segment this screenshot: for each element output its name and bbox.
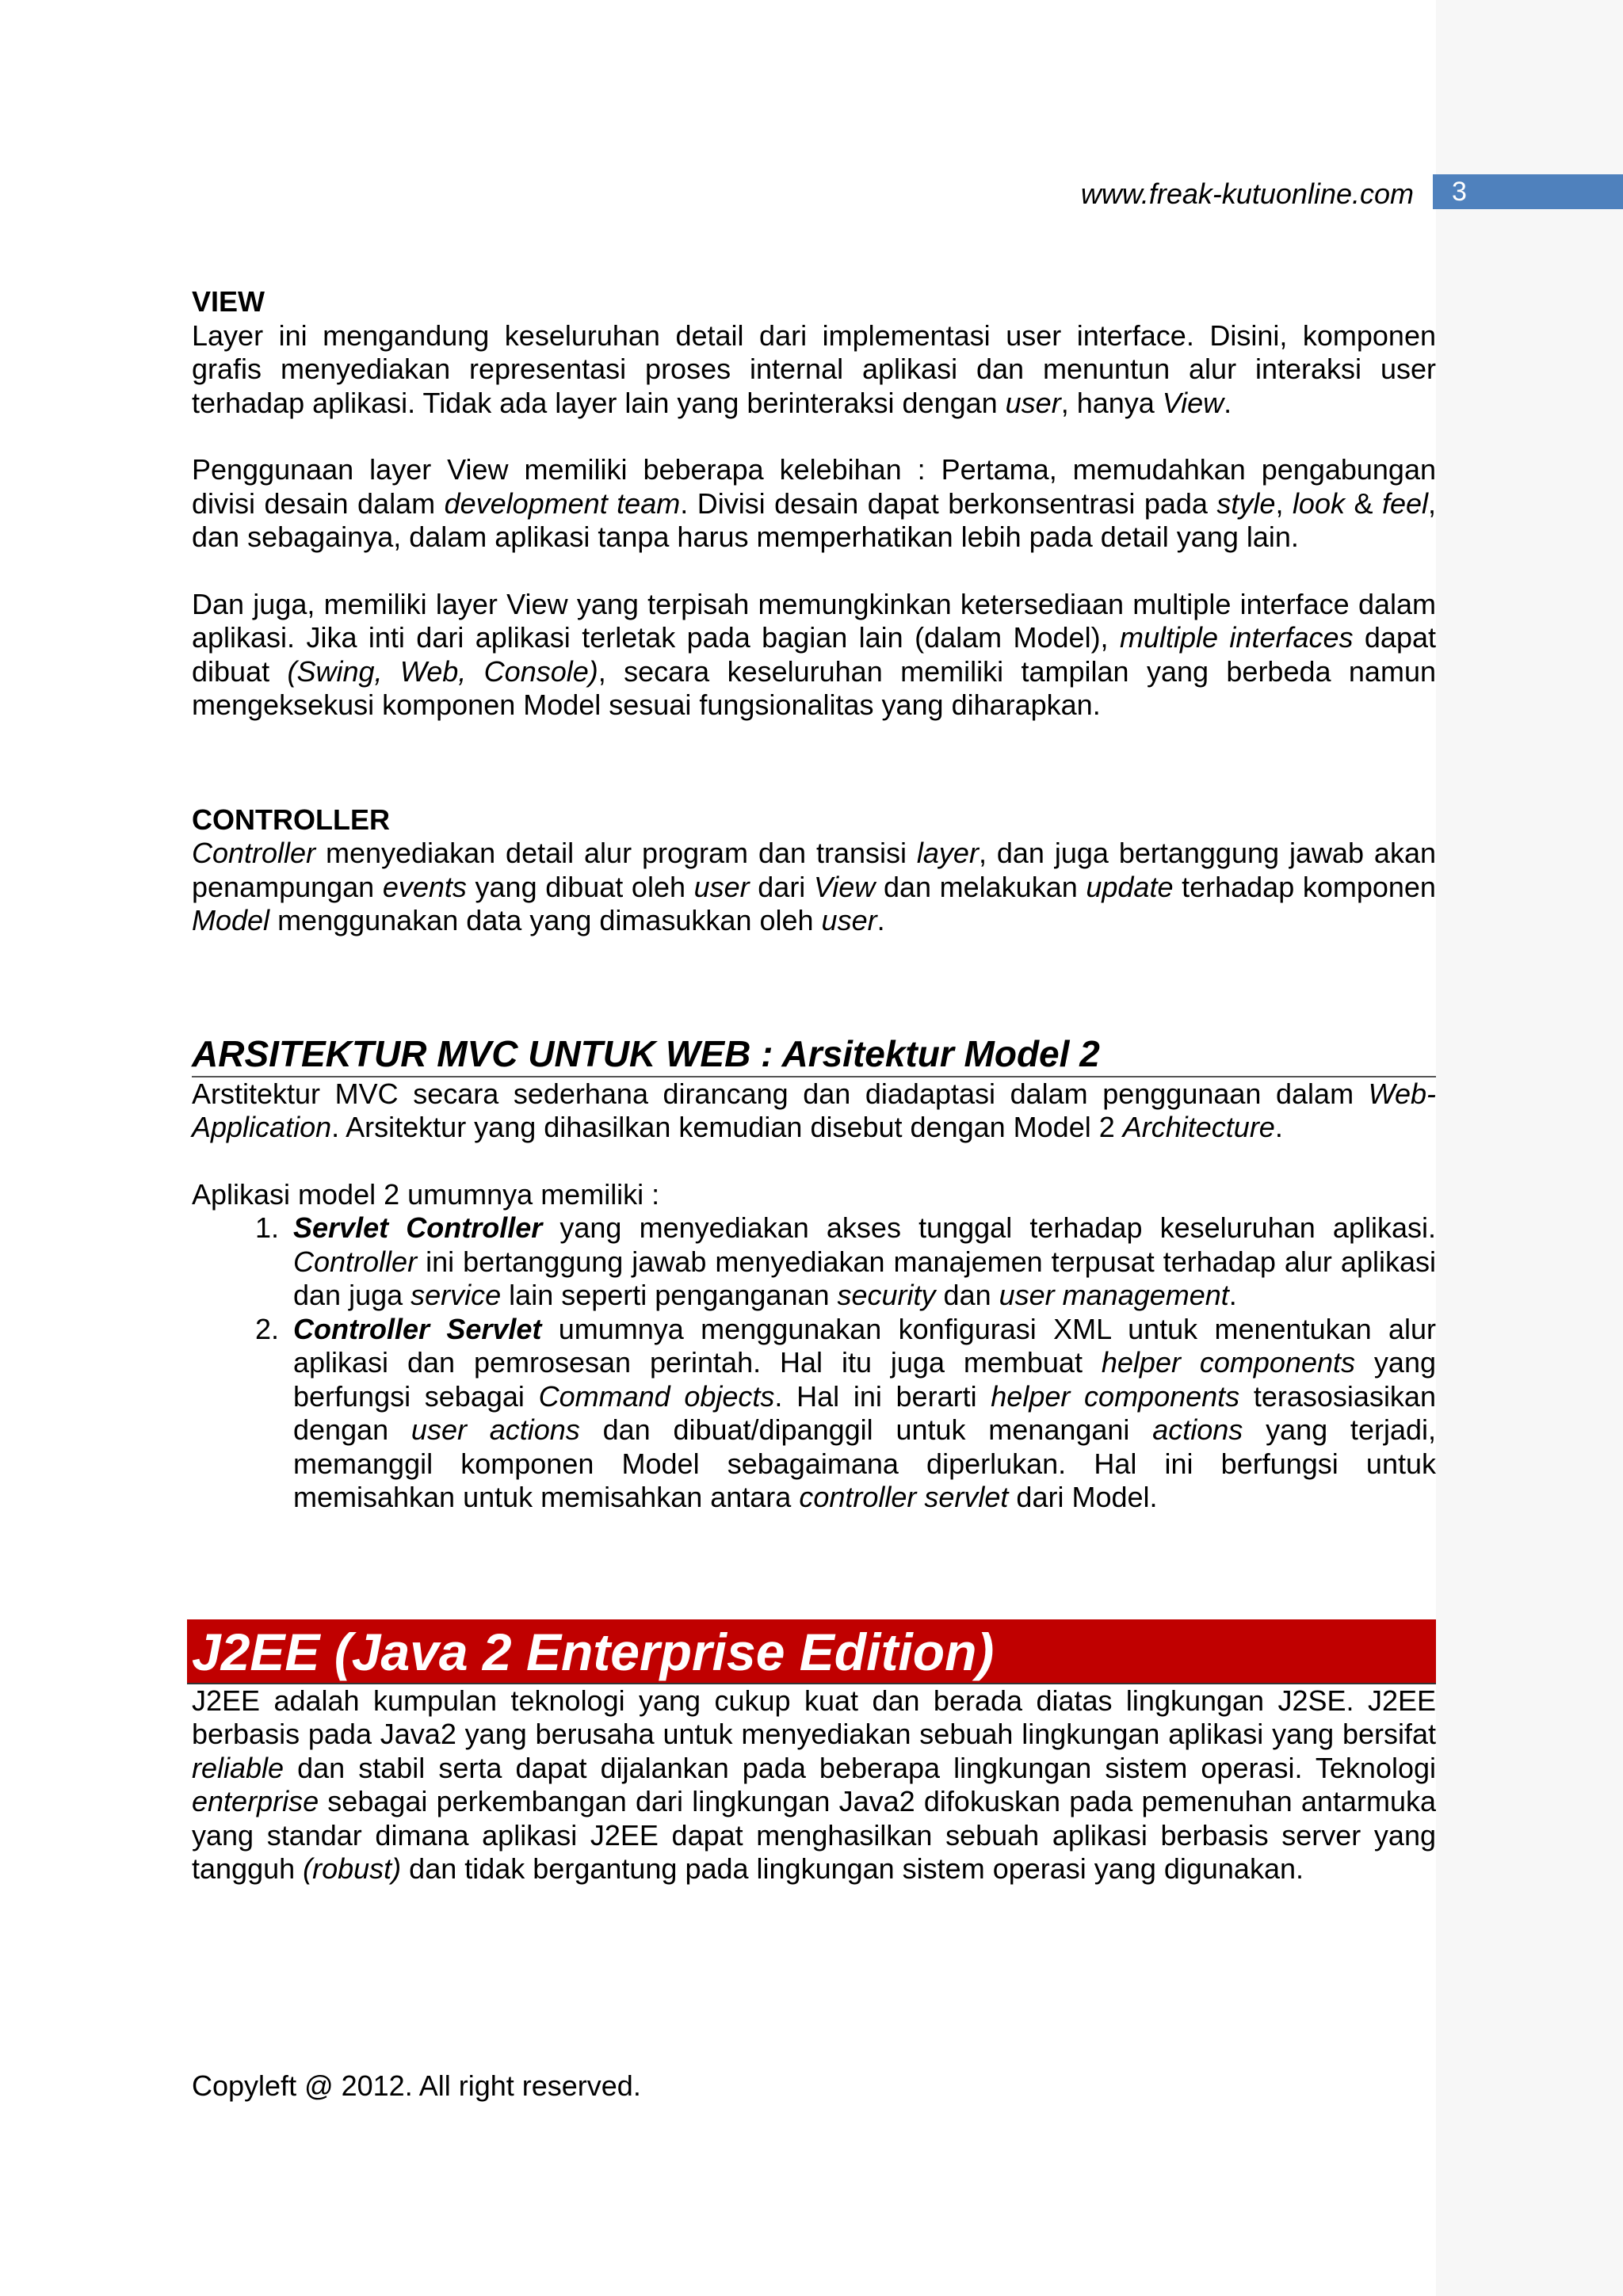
controller-heading: CONTROLLER	[192, 803, 390, 836]
header-url[interactable]: www.freak-kutuonline.com	[1080, 177, 1414, 210]
j2ee-paragraph: J2EE adalah kumpulan teknologi yang cukup kuat dan berada diatas lingkungan J2SE. J2EE berbasis pada Java2 yang berusaha untuk menyediakan sebuah lingkungan aplikasi yang bersifat reliable dan stabil serta dapat dijalankan pada beberapa lingkungan sistem operasi. Teknologi enterprise sebagai perkembangan dari lingkungan Java2 difokuskan pada pemenuhan antarmuka yang standar dimana aplikasi J2EE dapat menghasilkan sebuah aplikasi berbasis server yang tangguh (robust) dan tidak bergantung pada lingkungan sistem operasi yang digunakan.	[192, 1684, 1436, 1885]
page-number-badge	[1433, 174, 1623, 209]
view-paragraph-1: Layer ini mengandung keseluruhan detail dari implementasi user interface. Disini, komponen grafis menyediakan representasi proses internal aplikasi dan menuntun alur interaksi user terhadap aplikasi. Tidak ada layer lain yang berinteraksi dengan user, hanya View.	[192, 318, 1436, 419]
page-header	[0, 174, 1623, 209]
document-body	[192, 285, 1436, 1886]
j2ee-heading-bar: J2EE (Java 2 Enterprise Edition)	[187, 1619, 1436, 1684]
controller-paragraph: Controller menyediakan detail alur program dan transisi layer, dan juga bertanggung jawab akan penampungan events yang dibuat oleh user dari View dan melakukan update terhadap komponen Model menggunakan data yang dimasukkan oleh user.	[192, 837, 1436, 936]
page-margin-shade	[1436, 0, 1623, 2296]
list-item: 2. Controller Servlet umumnya menggunakan konfigurasi XML untuk menentukan alur aplikasi dan pemrosesan perintah. Hal itu juga membuat helper components yang berfungsi sebagai Command objects. Hal ini berarti helper components terasosiasikan dengan user actions dan dibuat/dipanggil untuk menangani actions yang terjadi, memanggil komponen Model sebagaimana diperlukan. Hal ini berfungsi untuk memisahkan untuk memisahkan antara controller servlet dari Model.	[287, 1313, 1436, 1515]
model2-list-intro: Aplikasi model 2 umumnya memiliki :	[192, 1177, 660, 1211]
view-paragraph-2: Penggunaan layer View memiliki beberapa kelebihan : Pertama, memudahkan pengabungan divisi desain dalam development team. Divisi desain dapat berkonsentrasi pada style, look & feel, dan sebagainya, dalam aplikasi tanpa harus memperhatikan lebih pada detail yang lain.	[192, 453, 1436, 553]
list-item: 1. Servlet Controller yang menyediakan akses tunggal terhadap keseluruhan aplikasi. Controller ini bertanggung jawab menyediakan manajemen terpusat terhadap alur aplikasi dan juga service lain seperti penganganan security dan user management.	[287, 1211, 1436, 1313]
view-heading: VIEW	[192, 285, 265, 318]
model2-list	[192, 1211, 1436, 1515]
arsitektur-heading: ARSITEKTUR MVC UNTUK WEB : Arsitektur Model 2	[192, 1033, 1436, 1077]
view-paragraph-3: Dan juga, memiliki layer View yang terpisah memungkinkan ketersediaan multiple interface dalam aplikasi. Jika inti dari aplikasi terletak pada bagian lain (dalam Model), multiple interfaces dapat dibuat (Swing, Web, Console), secara keseluruhan memiliki tampilan yang berbeda namun mengeksekusi komponen Model sesuai fungsionalitas yang diharapkan.	[192, 587, 1436, 721]
footer-copyright: Copyleft @ 2012. All right reserved.	[192, 2069, 641, 2102]
page-number: 3	[1452, 177, 1467, 207]
arsitektur-paragraph: Arstitektur MVC secara sederhana dirancang dan diadaptasi dalam penggunaan dalam Web-Application. Arsitektur yang dihasilkan kemudian disebut dengan Model 2 Architecture.	[192, 1077, 1436, 1143]
